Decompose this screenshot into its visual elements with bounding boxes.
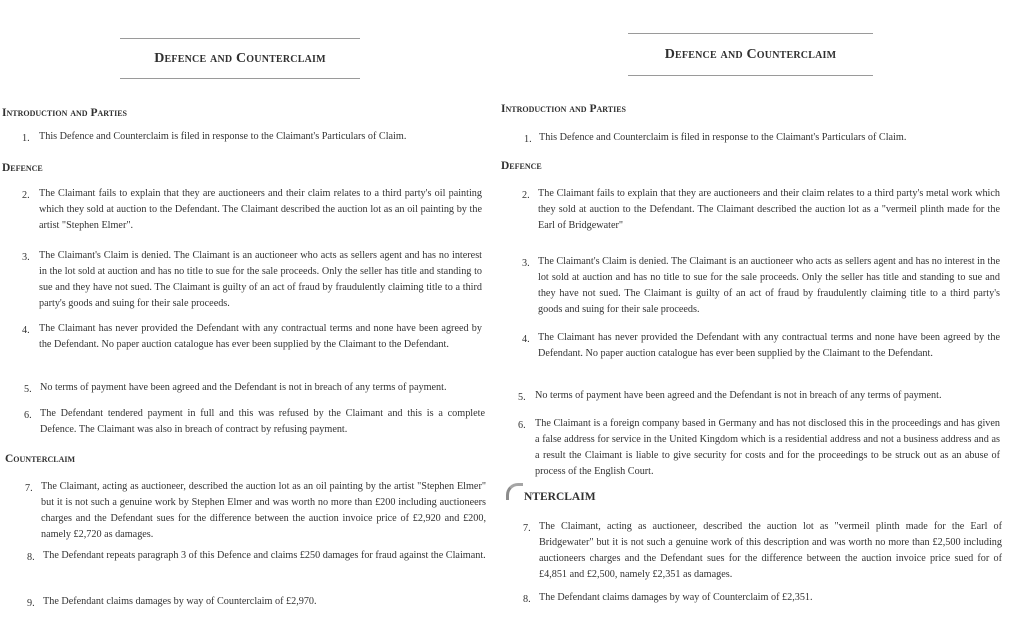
paragraph-7: The Claimant, acting as auctioneer, described the auction lot as "vermeil plinth made for the Earl of Bridgewater" but it is not such a genuine work of this description and was worth no more than £2,500 including auctioneers charges and the Defendant sues for the difference between the auction invoice price sued for of £4,851 and £2,500, namely £2,351 as damages. — [539, 521, 1002, 580]
title-block — [628, 33, 873, 76]
paragraph-number: 2. — [522, 190, 530, 201]
paragraph-9: The Defendant claims damages by way of Counterclaim of £2,970. — [43, 596, 317, 607]
paragraph-3: The Claimant's Claim is denied. The Claimant is an auctioneer who acts as sellers agent and has no interest in the lot sold at auction and has no title to sue for the sale proceeds. Only the seller has title and standing to sue and they have not sued. The Claimant is guilty of an act of fraud by fraudulently claiming title to a third party's goods and suing for their sale proceeds. — [538, 256, 1000, 315]
paragraph-4: The Claimant has never provided the Defendant with any contractual terms and none have been agreed by the Defendant. No paper auction catalogue has ever been supplied by the Claimant to the Defendant. — [538, 332, 1000, 359]
section-heading-introduction: Introduction and Parties — [2, 107, 127, 119]
paragraph-7: The Claimant, acting as auctioneer, described the auction lot as an oil painting by the artist "Stephen Elmer" but it is not such a genuine work by Stephen Elmer and was worth no more than £200 including auctioneers charges and the Defendant sues for the difference between the auction invoice price of £2,920 and £200, namely £2,720 as damages. — [41, 481, 486, 540]
title-top-rule — [628, 33, 873, 34]
paragraph-3: The Claimant's Claim is denied. The Claimant is an auctioneer who acts as sellers agent and has no interest in the lot sold at auction and has no title to sue for the sale proceeds. Only the seller has title and standing to sue and they have not sued. The Claimant is guilty of an act of fraud by fraudulently claiming title to a third party's goods and suing for their sale proceeds. — [39, 250, 482, 309]
paragraph-number: 2. — [22, 190, 30, 201]
paragraph-number: 9. — [27, 598, 35, 609]
section-heading-counterclaim: Counterclaim — [5, 453, 76, 465]
section-heading-defence: Defence — [2, 162, 43, 174]
paragraph-number: 1. — [524, 134, 532, 145]
section-heading-introduction: Introduction and Parties — [501, 103, 626, 115]
paragraph-2: The Claimant fails to explain that they are auctioneers and their claim relates to a third party's metal work which they sold at auction to the Defendant. The Claimant described the auction lot as a "vermeil plinth made for the Earl of Bridgewater" — [538, 188, 1000, 231]
paragraph-5: No terms of payment have been agreed and the Defendant is not in breach of any terms of payment. — [40, 382, 447, 393]
paragraph-number: 3. — [22, 252, 30, 263]
paragraph-4: The Claimant has never provided the Defendant with any contractual terms and none have been agreed by the Defendant. No paper auction catalogue has ever been supplied by the Claimant to the Defendant. — [39, 323, 482, 350]
paragraph-number: 8. — [27, 552, 35, 563]
paragraph-number: 5. — [24, 384, 32, 395]
paragraph-1: This Defence and Counterclaim is filed in response to the Claimant's Particulars of Claim. — [39, 131, 407, 142]
document-title: Defence and Counterclaim — [664, 47, 837, 62]
title-top-rule — [120, 38, 360, 39]
paragraph-6: The Defendant tendered payment in full and this was refused by the Claimant and this is a complete Defence. The Claimant was also in breach of contract by refusing payment. — [40, 408, 485, 435]
paragraph-number: 1. — [22, 133, 30, 144]
paragraph-5: No terms of payment have been agreed and the Defendant is not in breach of any terms of payment. — [535, 390, 942, 401]
paragraph-number: 4. — [522, 334, 530, 345]
scan-artifact — [506, 483, 523, 500]
section-heading-counterclaim: NTERCLAIM — [524, 491, 596, 503]
paragraph-number: 6. — [518, 420, 526, 431]
paragraph-number: 7. — [25, 483, 33, 494]
paragraph-2: The Claimant fails to explain that they are auctioneers and their claim relates to a third party's oil painting which they sold at auction to the Defendant. The Claimant described the auction lot as an oil painting by the artist "Stephen Elmer". — [39, 188, 482, 231]
document-title: Defence and Counterclaim — [154, 51, 326, 66]
title-bottom-rule — [120, 78, 360, 79]
paragraph-number: 7. — [523, 523, 531, 534]
paragraph-number: 8. — [523, 594, 531, 605]
paragraph-number: 4. — [22, 325, 30, 336]
paragraph-number: 6. — [24, 410, 32, 421]
paragraph-8: The Defendant repeats paragraph 3 of this Defence and claims £250 damages for fraud against the Claimant. — [43, 550, 486, 561]
title-block — [120, 38, 360, 79]
paragraph-number: 3. — [522, 258, 530, 269]
paragraph-1: This Defence and Counterclaim is filed in response to the Claimant's Particulars of Claim. — [539, 132, 907, 143]
title-bottom-rule — [628, 75, 873, 76]
paragraph-8: The Defendant claims damages by way of Counterclaim of £2,351. — [539, 592, 813, 603]
paragraph-number: 5. — [518, 392, 526, 403]
paragraph-6: The Claimant is a foreign company based in Germany and has not disclosed this in the proceedings and has given a false address for service in the United Kingdom which is a residential address and not a business address and as a result the Claimant is liable to give security for costs and for the proceedings to be struck out as an abuse of process of the English Court. — [535, 418, 1000, 477]
section-heading-defence: Defence — [501, 160, 542, 172]
